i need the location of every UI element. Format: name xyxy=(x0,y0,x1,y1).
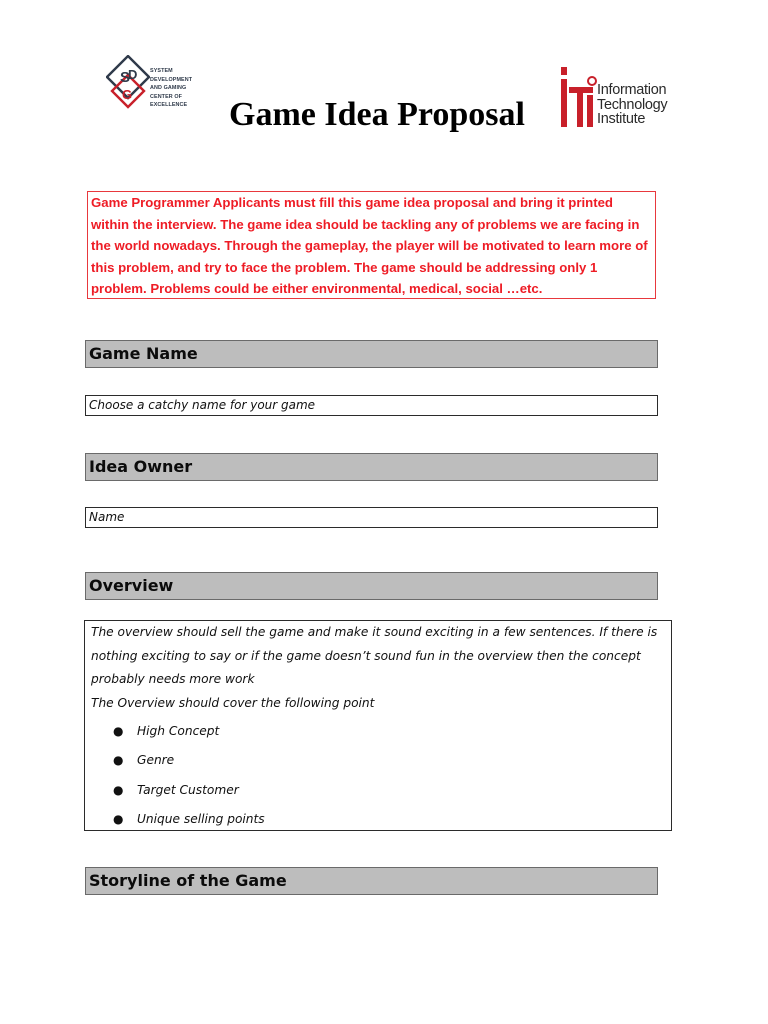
iti-logo xyxy=(559,67,683,131)
overview-points-list xyxy=(91,719,665,836)
sdg-logo-icon xyxy=(106,55,150,117)
list-item: ● High Concept xyxy=(91,719,665,748)
bullet-icon: ● xyxy=(113,782,124,797)
overview-paragraph: The overview should sell the game and make it sound exciting in a few sentences. If there is nothing exciting to say or if the game doesn’t sound fun in the overview then the concept probably needs more work xyxy=(91,625,658,686)
svg-text:D: D xyxy=(128,67,138,82)
iti-logo-icon xyxy=(559,67,599,131)
document-title: Game Idea Proposal xyxy=(229,96,525,133)
sdg-logo xyxy=(106,55,202,117)
svg-text:G: G xyxy=(122,87,133,102)
overview-field[interactable] xyxy=(84,620,672,831)
iti-logo-text: Information Technology Institute xyxy=(597,82,668,127)
svg-text:S: S xyxy=(120,69,131,86)
game-name-field[interactable]: Choose a catchy name for your game xyxy=(85,395,658,416)
bullet-icon: ● xyxy=(113,753,124,768)
section-heading-idea-owner: Idea Owner xyxy=(85,453,658,481)
overview-intro: The Overview should cover the following point xyxy=(91,695,375,710)
bullet-icon: ● xyxy=(113,811,124,826)
bullet-icon: ● xyxy=(113,724,124,738)
instructions-notice: Game Programmer Applicants must fill this game idea proposal and bring it printed within the interview. The game idea should be tackling any of problems we are facing in the world nowadays. Through the gameplay, the player will be motivated to learn more of this problem, and try to face the problem. The game should be addressing only 1 problem. Problems could be either environmental, medical, social …etc. xyxy=(87,191,656,299)
section-heading-game-name: Game Name xyxy=(85,340,658,368)
idea-owner-field[interactable]: Name xyxy=(85,507,658,528)
list-item: ● Genre xyxy=(91,748,665,777)
list-item: ● Target Customer xyxy=(91,778,665,807)
section-heading-storyline: Storyline of the Game xyxy=(85,867,658,895)
sdg-logo-text: SYSTEM DEVELOPMENT AND GAMING CENTER OF EXCELLENCE xyxy=(150,68,193,109)
section-heading-overview: Overview xyxy=(85,572,658,600)
list-item: ● Unique selling points xyxy=(91,807,665,836)
